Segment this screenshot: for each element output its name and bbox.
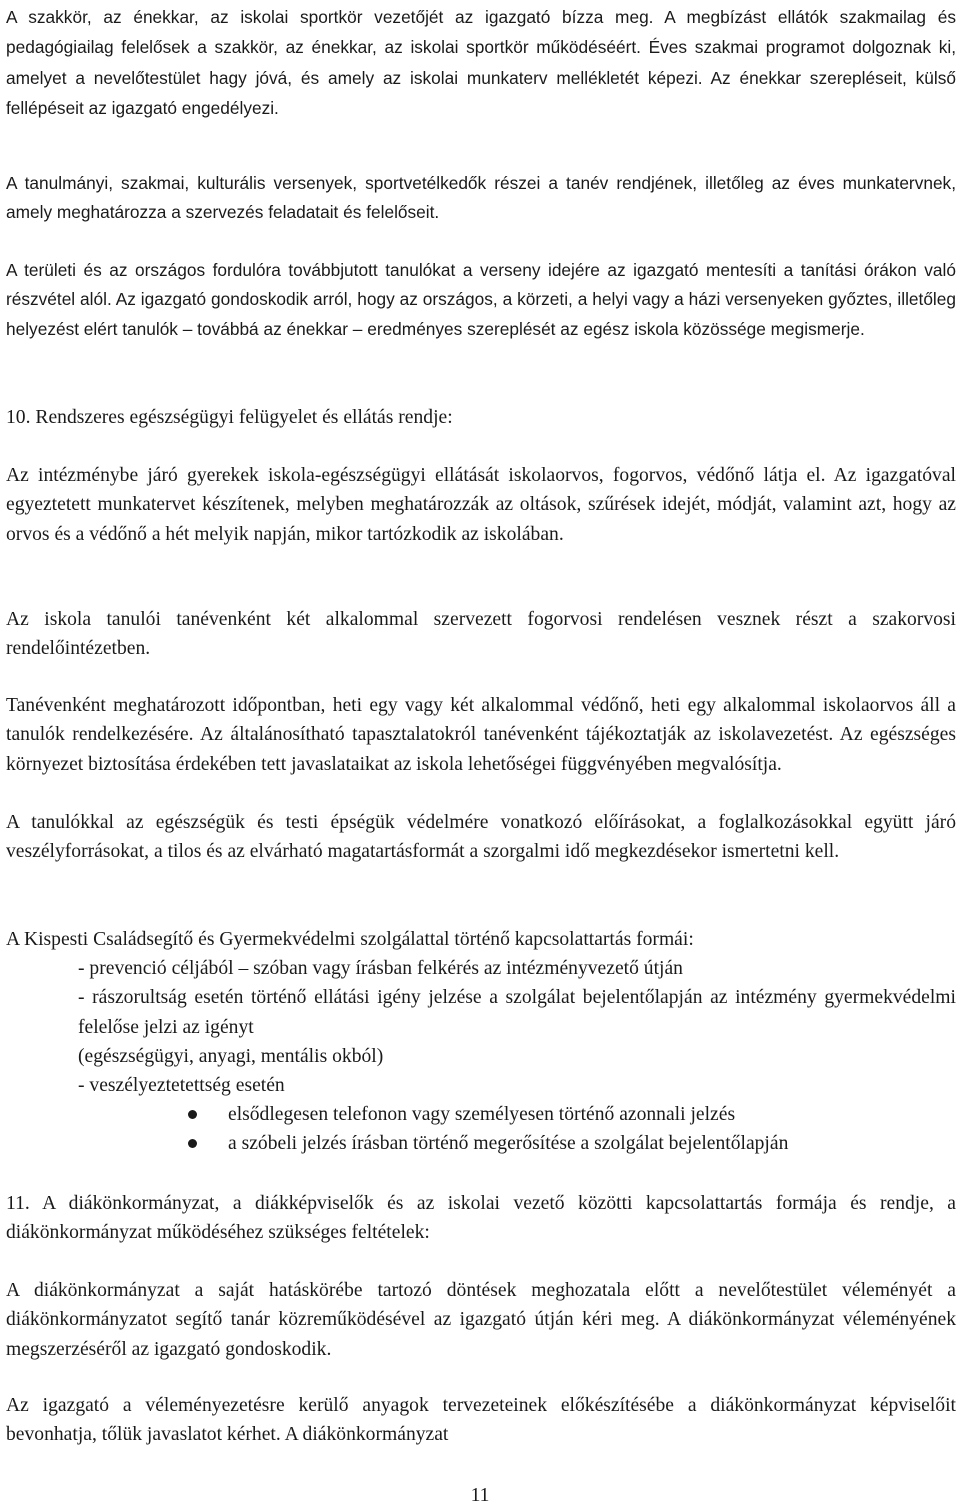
paragraph-text: Az iskola tanulói tanévenként két alkalommal szervezett fogorvosi rendelésen vesznek részt a szakorvosi rendelőintézetben. [6,609,956,660]
paragraph-text: A területi és az országos fordulóra továbbjutott tanulókat a verseny idejére az igazgató mentesíti a tanítási órákon való részvétel alól. Az igazgató gondoskodik arról, hogy az országos, a körzeti, a helyi vagy a házi versenyeken győztes, illetőleg helyezést elért tanulók – továbbá az énekkar – eredményes szereplését az egész iskola közössége megismerje. [6,260,956,339]
bullet-text: elsődlegesen telefonon vagy személyesen történő azonnali jelzés [228,1104,736,1125]
paragraph-nurse-schedule [6,691,956,779]
paragraph-text: A diákönkormányzat a saját hatáskörébe tartozó döntések meghozatala előtt a nevelőtestület véleményét a diákönkormányzatot segítő tanár közreműködésével az igazgató útján kéri meg. A diákönkormányzat véleményének megszerzéséről az igazgató gondoskodik. [6,1280,956,1360]
bullet-icon [188,1110,197,1119]
paragraph-text: A Kispesti Családsegítő és Gyermekvédelmi szolgálattal történő kapcsolattartás formái: [6,929,694,950]
paragraph-exemption [6,256,956,344]
contact-forms-list [78,954,956,1100]
paragraph-health-care [6,461,956,549]
list-item: - prevenció céljából – szóban vagy írásban felkérés az intézményvezető útján [78,958,683,979]
bullet-text: a szóbeli jelzés írásban történő megerősítése a szolgálat bejelentőlapján [228,1133,789,1155]
paragraph-text: A szakkör, az énekkar, az iskolai sportkör vezetőjét az igazgató bízza meg. A megbízást ellátók szakmailag és pedagógiailag felelősek a szakkör, az énekkar, az iskolai sportkör működéséért. Éves szakmai programot dolgoznak ki, amelyet a nevelőtestület hagy jóvá, és amely az iskolai munkaterv mellékletét képezi. Az énekkar szerepléseit, külső fellépéseit az igazgató engedélyezi. [6,7,956,119]
paragraph-family-support [6,925,956,954]
list-item: - veszélyeztetettség esetén [78,1075,285,1097]
paragraph-extracurricular [6,2,956,124]
section-heading-text: 11. A diákönkormányzat, a diákképviselők és az iskolai vezető közötti kapcsolattartás formája és rendje, a diákönkormányzat működéséhez szükséges feltételek: [6,1193,956,1244]
list-item-note: (egészségügyi, anyagi, mentális okból) [78,1045,384,1067]
page-number: 11 [470,1485,490,1506]
bullet-item [188,1100,956,1129]
paragraph-text: Az intézménybe járó gyerekek iskola-egészségügyi ellátását iskolaorvos, fogorvos, védőnő látja el. Az igazgatóval egyeztetett munkatervet készítenek, melyben meghatározzák az oltások, szűrések idejét, módját, valamint azt, hogy az orvos és a védőnő a hét melyik napján, mikor tartózkodik az iskolában. [6,465,956,545]
paragraph-text: A tanulókkal az egészségük és testi épségük védelmére vonatkozó előírásokat, a foglalkozásokkal együtt járó veszélyforrásokat, a tilos és az elvárható magatartásformát a szorgalmi idő megkezdésekor ismertetni kell. [6,812,956,863]
list-item: - rászorultság esetén történő ellátási igény jelzése a szolgálat bejelentőlapján az intézmény gyermekvédelmi felelőse jelzi az igényt [78,987,956,1038]
bullet-item [188,1129,956,1158]
paragraph-dentist [6,605,956,664]
paragraph-student-council [6,1276,956,1364]
section-heading-10 [6,403,956,432]
paragraph-text: Tanévenként meghatározott időpontban, heti egy vagy két alkalommal védőnő, heti egy alkalommal iskolaorvos áll a tanulók rendelkezésére. Az általánosítható tapasztalatokról tanévenként tájékoztatják az iskolavezetést. Az egészséges környezet biztosítása érdekében tett javaslataikat az iskola lehetőségei függvényében megvalósítja. [6,695,956,775]
paragraph-safety-rules [6,808,956,867]
paragraph-text: A tanulmányi, szakmai, kulturális versenyek, sportvetélkedők részei a tanév rendjének, illetőleg az éves munkatervnek, amely meghatározza a szervezés feladatait és felelőseit. [6,173,956,223]
paragraph-competitions [6,169,956,228]
paragraph-council-involvement [6,1391,956,1450]
section-heading-text: 10. Rendszeres egészségügyi felügyelet és ellátás rendje: [6,407,453,428]
paragraph-text: Az igazgató a véleményezetésre kerülő anyagok tervezeteinek előkészítésébe a diákönkormányzat képviselőit bevonhatja, tőlük javaslatot kérhet. A diákönkormányzat [6,1395,956,1446]
bullet-list [188,1100,956,1159]
section-heading-11 [6,1189,956,1248]
bullet-icon [188,1139,197,1148]
